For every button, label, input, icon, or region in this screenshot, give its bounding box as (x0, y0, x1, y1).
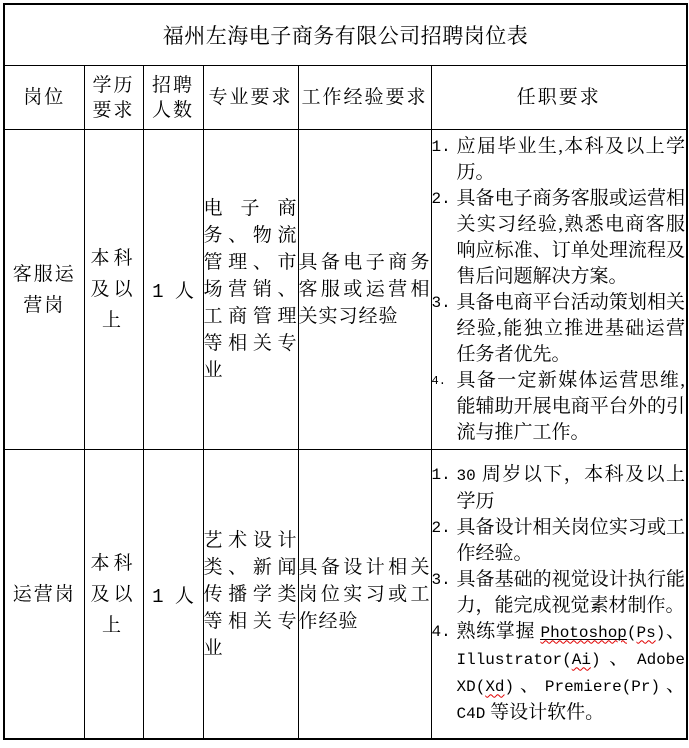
requirements-cell (431, 130, 687, 450)
header-row (4, 66, 687, 130)
headcount-cell: 1 人 (143, 130, 203, 450)
title-row (4, 4, 687, 66)
header-education: 学历要求 (84, 66, 143, 130)
requirement-item (432, 290, 687, 368)
requirement-item (432, 462, 687, 515)
header-major: 专业要求 (203, 66, 298, 130)
requirement-item (432, 619, 687, 727)
requirement-item (432, 134, 687, 186)
requirement-text: 具备基础的视觉设计执行能力，能完成视觉素材制作。 (456, 568, 685, 616)
header-experience: 工作经验要求 (298, 66, 431, 130)
requirement-text: 熟练掌握 Photoshop(Ps)、Illustrator(Ai)、Adobe XD(Xd)、Premiere(Pr)、C4D 等设计软件。 (456, 620, 685, 723)
experience-cell: 具备电子商务客服或运营相关实习经验 (298, 130, 431, 450)
header-headcount: 招聘人数 (143, 66, 203, 130)
position-cell: 运营岗 (4, 450, 84, 740)
table-row (4, 130, 687, 450)
table-title: 福州左海电子商务有限公司招聘岗位表 (4, 4, 687, 66)
table-row (4, 450, 687, 740)
requirement-item (432, 186, 687, 290)
list-number: 3. (431, 293, 451, 312)
requirement-text: 具备电子商务客服或运营相关实习经验,熟悉电商客服响应标准、订单处理流程及售后问题解决方案。 (456, 187, 685, 287)
major-cell: 艺术设计类、新闻传播学类等相关专业 (203, 450, 298, 740)
list-number: 1. (431, 137, 451, 156)
list-number: 2. (431, 518, 451, 537)
list-number: 4. (431, 622, 451, 641)
education-cell: 本科及以上 (84, 450, 143, 740)
requirements-cell (431, 450, 687, 740)
requirement-text: 具备一定新媒体运营思维,能辅助开展电商平台外的引流与推广工作。 (456, 369, 685, 443)
recruitment-table (3, 3, 688, 740)
list-number: 1. (431, 465, 451, 484)
requirement-text: 具备电商平台活动策划相关经验,能独立推进基础运营任务者优先。 (456, 291, 685, 365)
requirement-text: 30 周岁以下，本科及以上学历 (456, 463, 685, 512)
requirement-text: 具备设计相关岗位实习或工作经验。 (456, 516, 685, 564)
major-cell: 电子商务、物流管理、市场营销、工商管理等相关专业 (203, 130, 298, 450)
requirement-item (432, 567, 687, 619)
list-number: 4. (431, 373, 446, 388)
requirement-item (432, 368, 687, 446)
experience-cell: 具备设计相关岗位实习或工作经验 (298, 450, 431, 740)
header-requirements: 任职要求 (431, 66, 687, 130)
requirement-text: 应届毕业生,本科及以上学历。 (456, 135, 685, 183)
list-number: 2. (431, 189, 451, 208)
education-cell: 本科及以上 (84, 130, 143, 450)
list-number: 3. (431, 570, 451, 589)
headcount-cell: 1 人 (143, 450, 203, 740)
requirement-item (432, 515, 687, 567)
position-cell: 客服运营岗 (4, 130, 84, 450)
header-position: 岗位 (4, 66, 84, 130)
